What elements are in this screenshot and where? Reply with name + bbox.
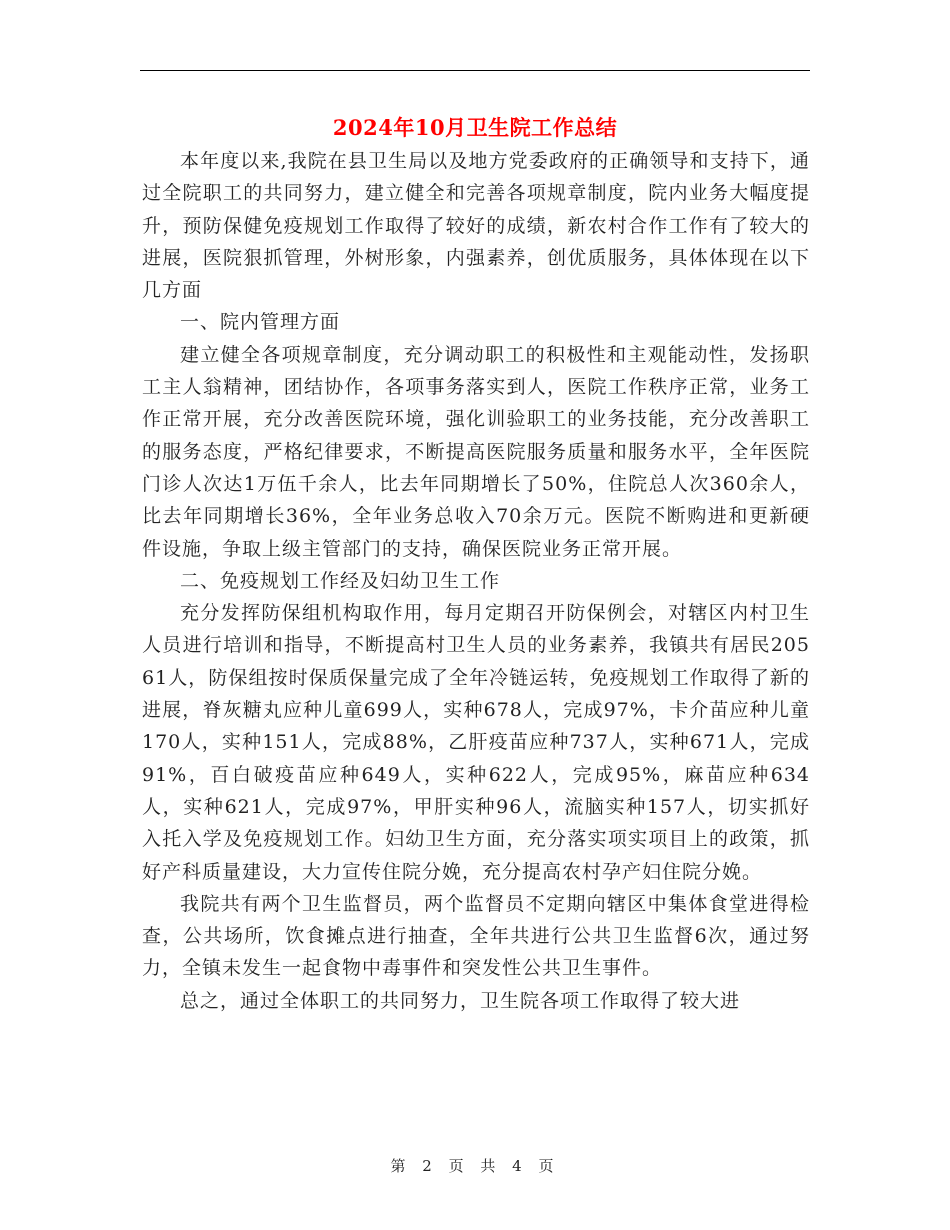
paragraph-summary: 总之，通过全体职工的共同努力，卫生院各项工作取得了较大进 — [180, 989, 741, 1012]
paragraph-intro: 本年度以来,我院在县卫生局以及地方党委政府的正确领导和支持下，通过全院职工的共同努力，建立健全和完善各项规章制度，院内业务大幅度提升，预防保健免疫规划工作取得了较好的成绩，新农村合作工作有了较大的进展，医院狠抓管理，外树形象，内强素养，创优质服务，具体体现在以下几方面 — [142, 150, 810, 302]
paragraph-supervision: 我院共有两个卫生监督员，两个监督员不定期向辖区中集体食堂进得检查，公共场所，饮食摊点进行抽查，全年共进行公共卫生监督6次，通过努力，全镇未发生一起食物中毒事件和突发性公共卫生事件。 — [142, 892, 810, 980]
document-title: 2024年10月卫生院工作总结 — [332, 115, 618, 140]
paragraph-management: 建立健全各项规章制度，充分调动职工的积极性和主观能动性，发扬职工主人翁精神，团结协作，各项事务落实到人，医院工作秩序正常，业务工作正常开展，充分改善医院环境，强化训验职工的业务技能，充分改善职工的服务态度，严格纪律要求，不断提高医院服务质量和服务水平，全年医院门诊人次达1万伍千余人，比去年同期增长了50%，住院总人次360余人，比去年同期增长36%，全年业务总收入70余万元。医院不断购进和更新硬件设施，争取上级主管部门的支持，确保医院业务正常开展。 — [142, 343, 810, 560]
document-body — [142, 145, 810, 1017]
section-heading-immunization: 二、免疫规划工作经及妇幼卫生工作 — [180, 569, 501, 592]
paragraph-immunization: 充分发挥防保组机构取作用，每月定期召开防保例会，对辖区内村卫生人员进行培训和指导，不断提高村卫生人员的业务素养，我镇共有居民20561人，防保组按时保质保量完成了全年冷链运转，免疫规划工作取得了新的进展，脊灰糖丸应种儿童699人，实种678人，完成97%，卡介苗应种儿童170人，实种151人，完成88%，乙肝疫苗应种737人，实种671人，完成91%，百白破疫苗应种649人，实种622人，完成95%，麻苗应种634人，实种621人，完成97%，甲肝实种96人，流脑实种157人，切实抓好入托入学及免疫规划工作。妇幼卫生方面，充分落实项实项目上的政策，抓好产科质量建设，大力宣传住院分娩，充分提高农村孕产妇住院分娩。 — [142, 602, 810, 883]
header-rule — [140, 70, 810, 71]
section-heading-management: 一、院内管理方面 — [180, 311, 341, 334]
page-number: 第 2 页 共 4 页 — [390, 1157, 560, 1175]
